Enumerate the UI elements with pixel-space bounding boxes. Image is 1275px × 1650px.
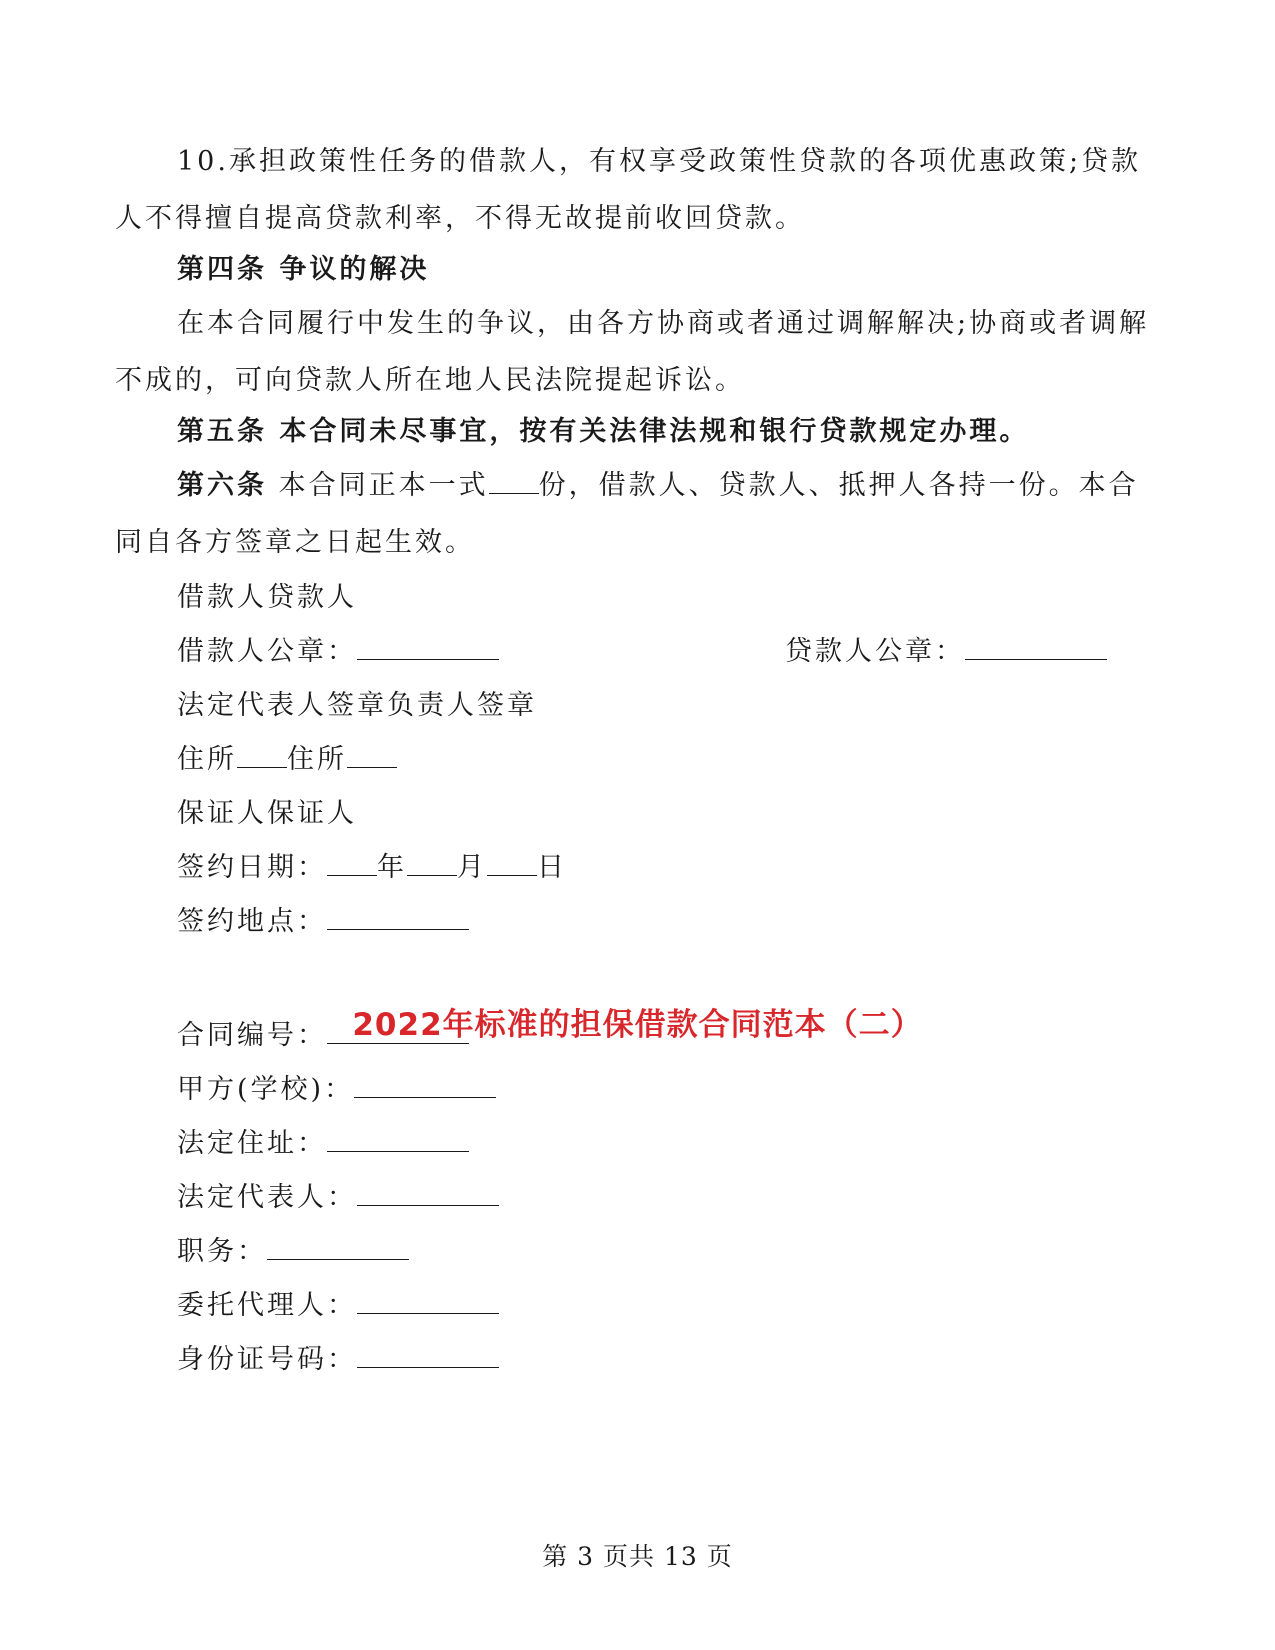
position-label: 职务： (177, 1236, 267, 1267)
page-footer: 第 3 页共 13 页 (542, 1542, 733, 1571)
position-line (177, 1232, 409, 1272)
day-label: 日 (537, 852, 567, 883)
lender-seal-blank[interactable] (965, 633, 1107, 660)
lender-seal-line (785, 632, 1107, 672)
month-blank[interactable] (407, 849, 457, 876)
party-a-line (177, 1070, 496, 1110)
article-5: 第五条 本合同未尽事宜，按有关法律法规和银行贷款规定办理。 (177, 416, 1030, 447)
section-2-title: 2022年标准的担保借款合同范本（二） (352, 1007, 923, 1043)
article-6-label: 第六条 (177, 470, 267, 501)
article-6-text-b: 份，借款人、贷款人、抵押人各持一份。本合同自各方签章之日起生效。 (115, 470, 1139, 558)
position-blank[interactable] (267, 1233, 409, 1260)
address-label-1: 住所 (177, 744, 237, 775)
sign-place-line (177, 902, 469, 942)
article-4-body: 在本合同履行中发生的争议，由各方协商或者通过调解解决;协商或者调解不成的，可向贷款人所在地人民法院提起诉讼。 (115, 308, 1150, 396)
party-a-blank[interactable] (354, 1071, 496, 1098)
year-label: 年 (377, 852, 407, 883)
legal-rep-blank[interactable] (357, 1179, 499, 1206)
address-line (177, 740, 397, 780)
article-4-heading: 第四条 争议的解决 (177, 254, 430, 285)
id-number-label: 身份证号码： (177, 1344, 357, 1375)
sign-date-line (177, 848, 567, 888)
sign-date-label: 签约日期： (177, 852, 327, 883)
borrower-seal-blank[interactable] (357, 633, 499, 660)
address-label-2: 住所 (287, 744, 347, 775)
borrower-seal-line (177, 632, 499, 672)
legal-address-blank[interactable] (327, 1125, 469, 1152)
lender-seal-label: 贷款人公章： (785, 636, 965, 667)
party-a-label: 甲方(学校)： (177, 1074, 355, 1105)
year-blank[interactable] (327, 849, 377, 876)
article-6 (115, 457, 1165, 571)
address-blank-1[interactable] (237, 741, 287, 768)
legal-rep-sign-line: 法定代表人签章负责人签章 (177, 690, 537, 721)
parties-line: 借款人贷款人 (177, 582, 357, 613)
contract-no-blank[interactable] (327, 1017, 469, 1044)
legal-address-label: 法定住址： (177, 1128, 327, 1159)
article-6-text-a: 本合同正本一式 (267, 470, 489, 501)
month-label: 月 (457, 852, 487, 883)
agent-label: 委托代理人： (177, 1290, 357, 1321)
legal-rep-line (177, 1178, 499, 1218)
id-number-blank[interactable] (357, 1341, 499, 1368)
address-blank-2[interactable] (347, 741, 397, 768)
clause-item-10: 10.承担政策性任务的借款人，有权享受政策性贷款的各项优惠政策;贷款人不得擅自提高贷款利率，不得无故提前收回贷款。 (115, 146, 1142, 234)
agent-line (177, 1286, 499, 1326)
legal-rep-label: 法定代表人： (177, 1182, 357, 1213)
copies-blank[interactable] (489, 467, 539, 494)
borrower-seal-label: 借款人公章： (177, 636, 357, 667)
sign-place-label: 签约地点： (177, 906, 327, 937)
id-number-line (177, 1340, 499, 1380)
guarantors-line: 保证人保证人 (177, 798, 357, 829)
contract-no-label: 合同编号： (177, 1020, 327, 1051)
day-blank[interactable] (487, 849, 537, 876)
contract-no-line (177, 1016, 469, 1056)
sign-place-blank[interactable] (327, 903, 469, 930)
agent-blank[interactable] (357, 1287, 499, 1314)
legal-address-line (177, 1124, 469, 1164)
